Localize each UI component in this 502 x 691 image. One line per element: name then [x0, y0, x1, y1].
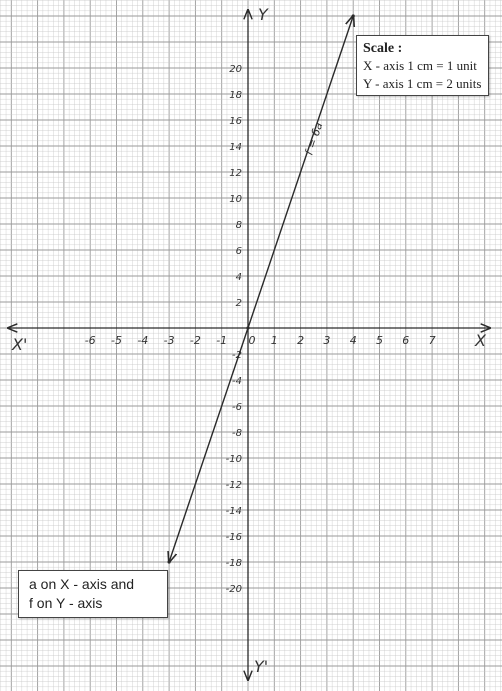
y-tick-label: 12: [229, 168, 242, 179]
scale-y-line: Y - axis 1 cm = 2 units: [363, 76, 482, 91]
x-tick-label: 4: [349, 334, 357, 347]
y-tick-label: -6: [232, 402, 242, 413]
scale-legend-box: [356, 35, 489, 96]
x-tick-label: -1: [216, 334, 228, 347]
x-neg-axis-label: X': [12, 335, 28, 354]
series-label: f = 6a: [302, 120, 326, 157]
y-tick-label: -12: [225, 480, 242, 491]
x-axis-label: X: [475, 331, 486, 350]
x-tick-label: -4: [137, 334, 149, 347]
y-neg-axis-label: Y': [254, 657, 269, 676]
x-tick-label: 5: [376, 334, 383, 347]
data-point: [246, 326, 249, 329]
scale-x-line: X - axis 1 cm = 1 unit: [363, 58, 477, 73]
scale-title: Scale :: [363, 41, 403, 56]
axes-note-box: [18, 570, 168, 618]
y-tick-label: -10: [225, 454, 242, 465]
axes-note-line-1: a on X - axis and: [29, 576, 135, 592]
y-axis-label: Y: [258, 5, 268, 24]
data-point: [168, 560, 171, 563]
x-tick-label: 6: [402, 334, 410, 347]
y-tick-label: -4: [232, 376, 242, 387]
x-tick-label: -5: [111, 334, 122, 347]
x-tick-label: 3: [323, 334, 331, 347]
y-tick-label: 18: [229, 90, 242, 101]
y-tick-label: -20: [225, 584, 242, 595]
y-tick-label: -2: [232, 350, 242, 361]
series-line: [169, 16, 353, 562]
x-tick-label: -3: [163, 334, 175, 347]
y-tick-label: 8: [235, 220, 242, 231]
y-tick-label: 20: [229, 64, 242, 75]
x-tick-label: -2: [189, 334, 201, 347]
y-tick-label: 4: [235, 272, 242, 283]
data-point: [352, 14, 355, 17]
y-tick-label: -8: [232, 428, 242, 439]
y-tick-label: 2: [235, 298, 242, 309]
x-tick-label: 2: [297, 334, 305, 347]
axes-note-line-2: f on Y - axis: [29, 595, 103, 611]
y-tick-label: 6: [235, 246, 242, 257]
x-tick-label: 7: [428, 334, 436, 347]
y-tick-label: 16: [229, 116, 242, 127]
y-tick-label: -16: [225, 532, 242, 543]
y-tick-label: 10: [229, 194, 242, 205]
x-tick-label: 1: [270, 334, 278, 347]
y-tick-label: -14: [225, 506, 242, 517]
y-tick-label: 14: [229, 142, 242, 153]
x-tick-label: -6: [84, 334, 96, 347]
y-tick-label: -18: [225, 558, 242, 569]
x-tick-label: 0: [248, 334, 256, 347]
